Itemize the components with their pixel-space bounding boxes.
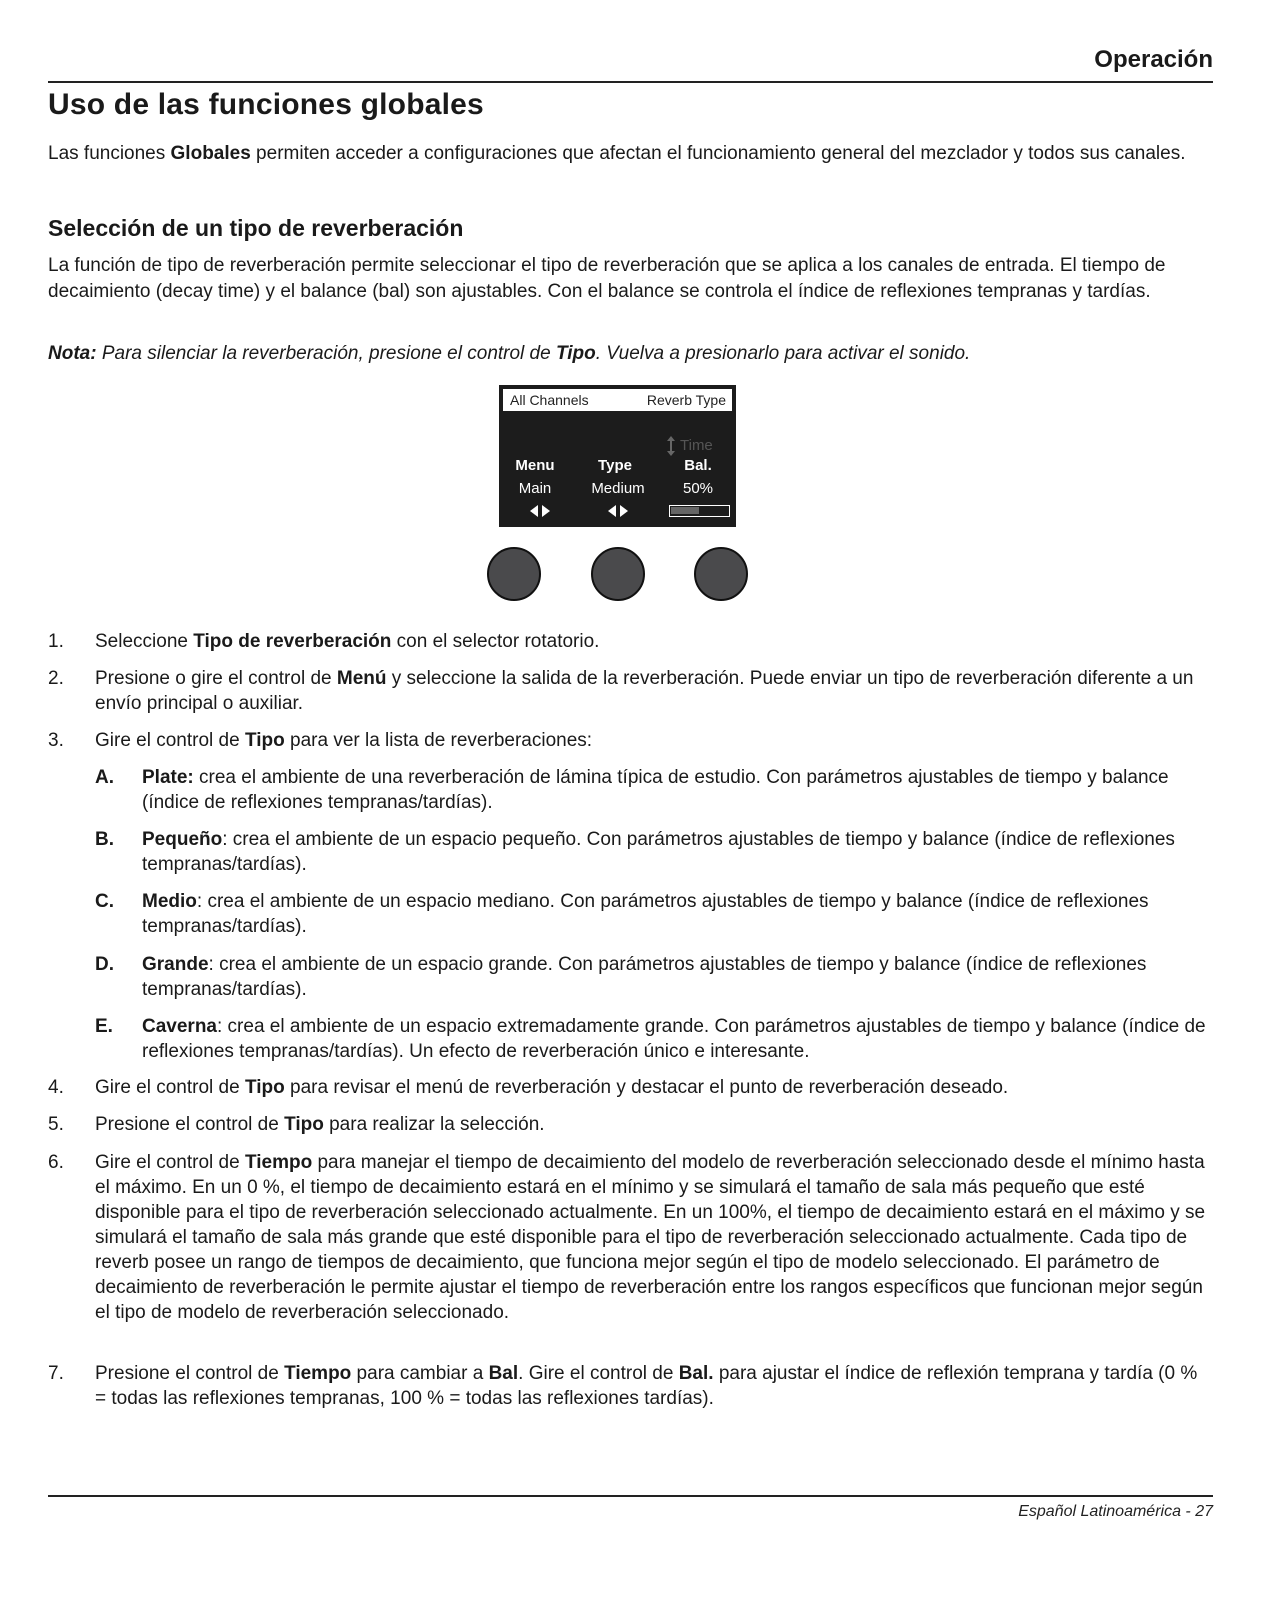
step-text-part: . Gire el control de <box>518 1363 679 1384</box>
screen-col1-label: Menu <box>515 457 555 474</box>
sub-text-part: : crea el ambiente de un espacio mediano. Con parámetros ajustables de tiempo y balance (índice de reflexiones tempranas/tardías). <box>142 891 1149 937</box>
sub-text <box>142 1014 1213 1064</box>
page-footer: Español Latinoamérica - 27 <box>1018 1503 1213 1520</box>
menu-knob[interactable] <box>487 547 541 601</box>
sub-letter: B. <box>95 829 114 850</box>
screen-col1-value: Main <box>518 480 552 497</box>
screen-col2-label: Type <box>598 457 632 474</box>
step-text-part: Gire el control de <box>95 730 245 751</box>
screen-time-label: Time <box>680 437 713 454</box>
step-bold: Bal. <box>678 1363 714 1384</box>
sub-bold: Grande <box>142 954 209 975</box>
type-knob[interactable] <box>591 547 645 601</box>
note-paragraph <box>48 341 1213 367</box>
reverb-display-screen <box>499 385 736 527</box>
intro-text: Las funciones <box>48 143 171 164</box>
section-label: Operación <box>1094 46 1213 73</box>
intro-text-end: permiten acceder a configuraciones que afectan el funcionamiento general del mezclador y todos sus canales. <box>250 143 1186 164</box>
step-text <box>95 1112 1213 1137</box>
step-text <box>95 1075 1213 1100</box>
sub-text-part: : crea el ambiente de un espacio grande. Con parámetros ajustables de tiempo y balance (índice de reflexiones tempranas/tardías). <box>142 954 1147 1000</box>
note-bold: Tipo <box>555 343 596 364</box>
intro-paragraph <box>48 141 1213 167</box>
screen-col2-value: Medium <box>591 480 645 497</box>
step-text-part: Presione o gire el control de <box>95 668 337 689</box>
sub-letter: C. <box>95 891 114 912</box>
balance-bar <box>669 505 730 517</box>
sub-text <box>142 889 1213 939</box>
screen-header-right: Reverb Type <box>646 392 726 408</box>
step-text-part: para cambiar a <box>351 1363 489 1384</box>
note-text: Para silenciar la reverberación, presione el control de <box>96 343 556 364</box>
step-text <box>95 1150 1213 1325</box>
note-text-end: . Vuelva a presionarlo para activar el sonido. <box>595 343 971 364</box>
page-title: Uso de las funciones globales <box>48 88 484 121</box>
sub-text <box>142 765 1213 815</box>
step-text-part: con el selector rotatorio. <box>391 631 600 652</box>
step-bold: Tiempo <box>244 1152 313 1173</box>
step-bold: Tipo <box>284 1114 324 1135</box>
step-number: 4. <box>48 1077 64 1098</box>
step-text-part: Presione el control de <box>95 1114 285 1135</box>
step-bold: Tipo <box>244 730 285 751</box>
sub-bold: Pequeño <box>142 829 223 850</box>
screen-col3-label: Bal. <box>684 457 712 474</box>
step-text <box>95 1361 1213 1411</box>
step-text-part: Presione el control de <box>95 1363 285 1384</box>
step-bold: Tipo <box>244 1077 285 1098</box>
step-bold: Bal <box>488 1363 519 1384</box>
screen-col3-value: 50% <box>682 480 714 497</box>
bal-knob[interactable] <box>694 547 748 601</box>
sub-letter: A. <box>95 767 114 788</box>
step-text-part: para revisar el menú de reverberación y destacar el punto de reverberación deseado. <box>284 1077 1009 1098</box>
step-text-part: Seleccione <box>95 631 194 652</box>
sub-letter: D. <box>95 954 114 975</box>
step-number: 1. <box>48 631 64 652</box>
step-number: 6. <box>48 1152 64 1173</box>
step-text-part: para realizar la selección. <box>323 1114 545 1135</box>
section-subtitle: Selección de un tipo de reverberación <box>48 215 464 241</box>
step-number: 7. <box>48 1363 64 1384</box>
step-text-part: para ver la lista de reverberaciones: <box>284 730 593 751</box>
up-down-arrow-icon <box>665 435 677 457</box>
step-bold: Tipo de reverberación <box>193 631 392 652</box>
step-number: 3. <box>48 730 64 751</box>
description-paragraph: La función de tipo de reverberación permite seleccionar el tipo de reverberación que se aplica a los canales de entrada. El tiempo de decaimiento (decay time) y el balance (bal) son ajustables. Con el balance se controla el índice de reflexiones tempranas y tardías. <box>48 255 1166 302</box>
screen-header-left: All Channels <box>510 392 589 408</box>
step-number: 2. <box>48 668 64 689</box>
sub-text-part: crea el ambiente de una reverberación de lámina típica de estudio. Con parámetros ajustables de tiempo y balance (índice de reflexiones tempranas/tardías). <box>142 767 1169 813</box>
step-text-part: Gire el control de <box>95 1077 245 1098</box>
screen-header <box>503 389 732 411</box>
intro-bold: Globales <box>170 143 251 164</box>
sub-text <box>142 827 1213 877</box>
sub-bold: Plate: <box>142 767 194 788</box>
step-text-part: para ajustar el índice de reflexión temprana y tardía (0 % = todas las reflexiones tempranas, 100 % = todas las reflexiones tardías). <box>95 1363 1198 1409</box>
sub-bold: Caverna <box>142 1016 217 1037</box>
balance-bar-fill <box>671 507 699 514</box>
sub-text-part: : crea el ambiente de un espacio extremadamente grande. Con parámetros ajustables de tiempo y balance (índice de reflexiones tempranas/tardías). Un efecto de reverberación único e interesante. <box>142 1016 1206 1062</box>
left-right-arrows-icon <box>607 504 629 518</box>
step-text <box>95 666 1213 716</box>
sub-text-part: : crea el ambiente de un espacio pequeño. Con parámetros ajustables de tiempo y balance (índice de reflexiones tempranas/tardías). <box>142 829 1175 875</box>
step-text-part: Gire el control de <box>95 1152 245 1173</box>
note-label: Nota: <box>48 343 97 364</box>
step-text <box>95 629 1213 654</box>
step-number: 5. <box>48 1114 64 1135</box>
top-divider <box>48 81 1213 83</box>
left-right-arrows-icon <box>529 504 551 518</box>
bottom-divider <box>48 1495 1213 1497</box>
step-text-part: y seleccione la salida de la reverberación. Puede enviar un tipo de reverberación diferente a un envío principal o auxiliar. <box>95 668 1194 714</box>
sub-text <box>142 952 1213 1002</box>
step-bold: Menú <box>336 668 387 689</box>
step-bold: Tiempo <box>284 1363 352 1384</box>
step-text-part: para manejar el tiempo de decaimiento del modelo de reverberación seleccionado desde el mínimo hasta el máximo. En un 0 %, el tiempo de decaimiento estará en el mínimo y se simulará el tamaño de sala más pequeño que esté disponible para el tipo de reverberación seleccionado actualmente. En un 100%, el tiempo de decaimiento estará en el máximo y se simulará el tamaño de sala más grande que esté disponible para el tipo de reverberación seleccionado actualmente. Cada tipo de reverb posee un rango de tiempos de decaimiento, que funciona mejor según el tipo de modelo seleccionado. El parámetro de decaimiento de reverberación le permite ajustar el tiempo de reverberación entre los rangos específicos que funcionan mejor según el tipo de modelo de reverberación seleccionado. <box>95 1152 1206 1323</box>
sub-bold: Medio <box>142 891 197 912</box>
step-text <box>95 728 1213 753</box>
sub-letter: E. <box>95 1016 113 1037</box>
